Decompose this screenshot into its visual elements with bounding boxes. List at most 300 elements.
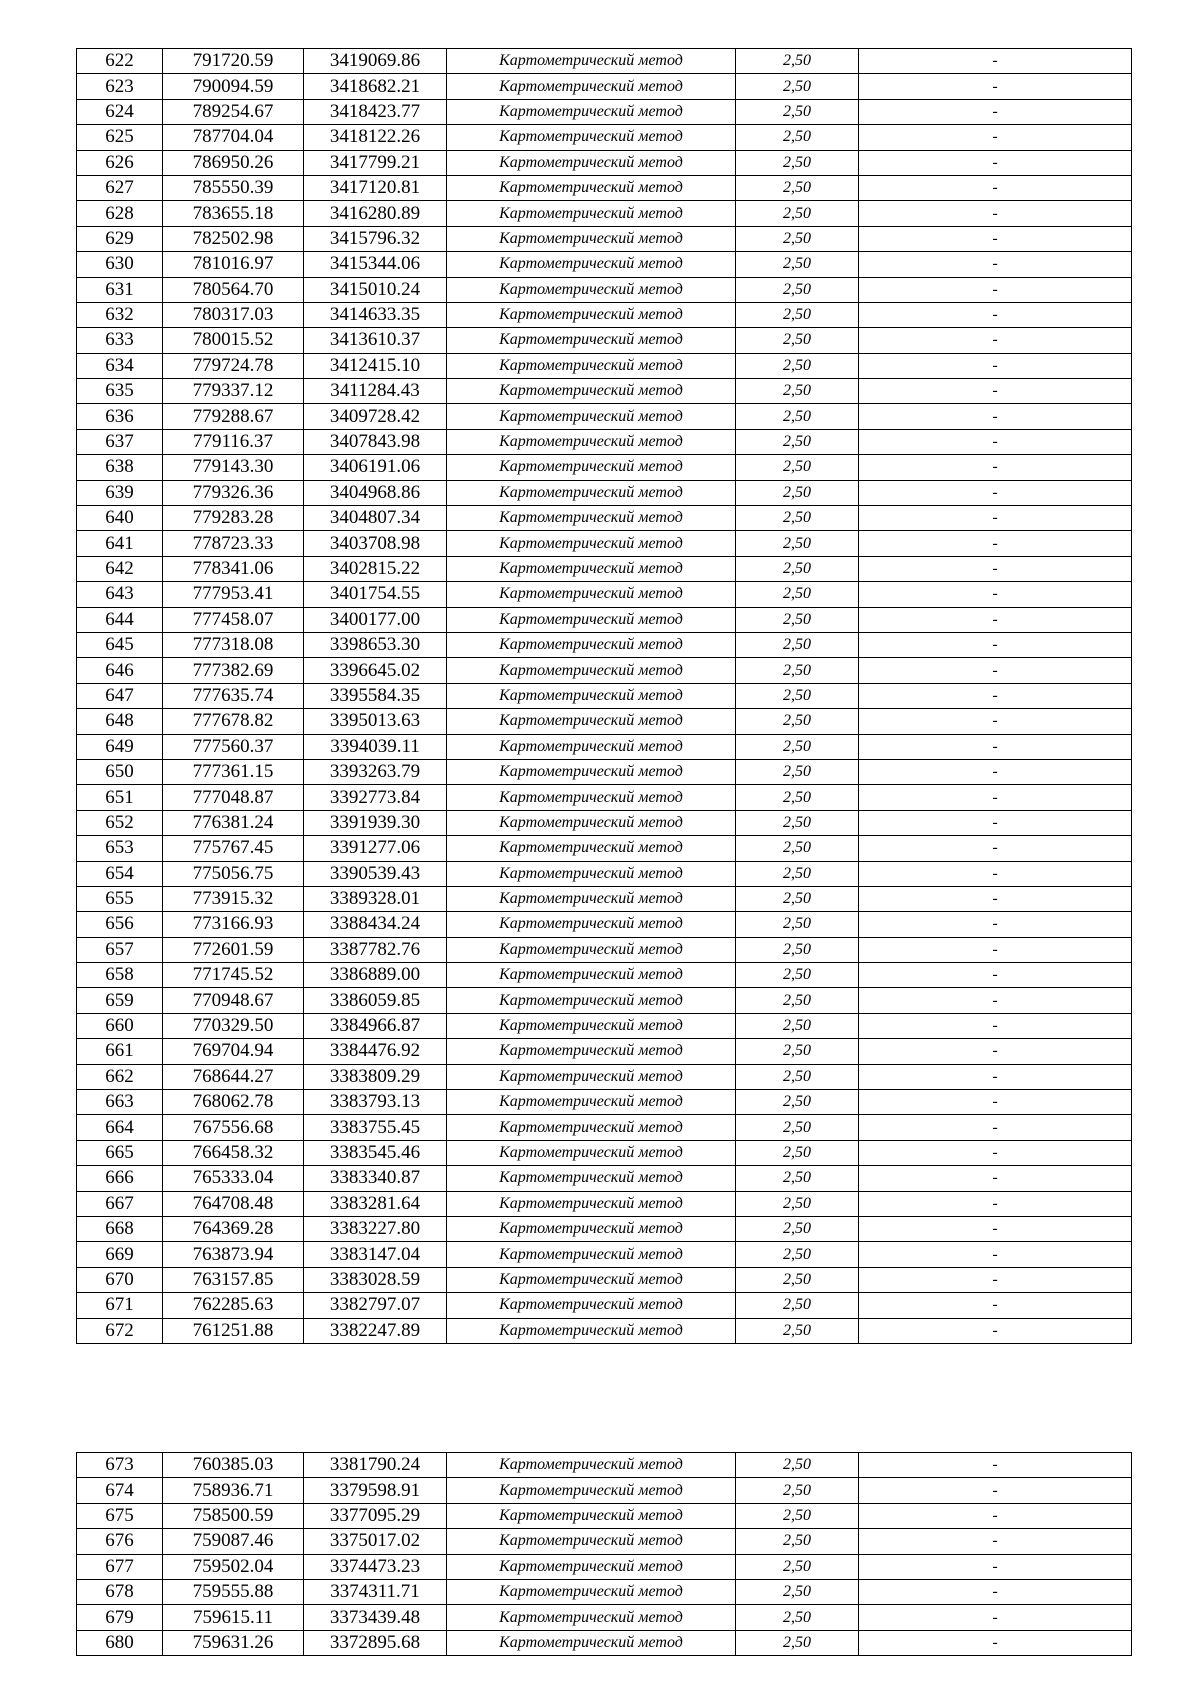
accuracy-cell: 2,50 xyxy=(736,785,859,810)
note-cell: - xyxy=(859,1140,1132,1165)
coordinates-table-1 xyxy=(76,48,1132,1344)
table-row xyxy=(77,480,1132,505)
method-cell: Картометрический метод xyxy=(447,1453,736,1478)
x-coordinate-cell: 779283.28 xyxy=(163,506,304,531)
accuracy-cell: 2,50 xyxy=(736,1115,859,1140)
accuracy-cell: 2,50 xyxy=(736,607,859,632)
table-row xyxy=(77,886,1132,911)
note-cell: - xyxy=(859,480,1132,505)
point-number-cell: 652 xyxy=(77,810,163,835)
table-row xyxy=(77,1529,1132,1554)
point-number-cell: 632 xyxy=(77,302,163,327)
accuracy-cell: 2,50 xyxy=(736,1529,859,1554)
point-number-cell: 623 xyxy=(77,74,163,99)
note-cell: - xyxy=(859,125,1132,150)
x-coordinate-cell: 770329.50 xyxy=(163,1013,304,1038)
table-row xyxy=(77,1605,1132,1630)
point-number-cell: 635 xyxy=(77,379,163,404)
table-row xyxy=(77,277,1132,302)
accuracy-cell: 2,50 xyxy=(736,480,859,505)
point-number-cell: 636 xyxy=(77,404,163,429)
accuracy-cell: 2,50 xyxy=(736,1064,859,1089)
x-coordinate-cell: 767556.68 xyxy=(163,1115,304,1140)
note-cell: - xyxy=(859,99,1132,124)
method-cell: Картометрический метод xyxy=(447,1630,736,1655)
point-number-cell: 642 xyxy=(77,556,163,581)
point-number-cell: 670 xyxy=(77,1267,163,1292)
note-cell: - xyxy=(859,1115,1132,1140)
y-coordinate-cell: 3375017.02 xyxy=(304,1529,447,1554)
note-cell: - xyxy=(859,963,1132,988)
table-row xyxy=(77,912,1132,937)
point-number-cell: 630 xyxy=(77,252,163,277)
method-cell: Картометрический метод xyxy=(447,937,736,962)
y-coordinate-cell: 3418423.77 xyxy=(304,99,447,124)
x-coordinate-cell: 764708.48 xyxy=(163,1191,304,1216)
method-cell: Картометрический метод xyxy=(447,861,736,886)
y-coordinate-cell: 3398653.30 xyxy=(304,632,447,657)
accuracy-cell: 2,50 xyxy=(736,1453,859,1478)
table-row xyxy=(77,709,1132,734)
accuracy-cell: 2,50 xyxy=(736,1630,859,1655)
y-coordinate-cell: 3391939.30 xyxy=(304,810,447,835)
x-coordinate-cell: 785550.39 xyxy=(163,175,304,200)
accuracy-cell: 2,50 xyxy=(736,404,859,429)
point-number-cell: 647 xyxy=(77,683,163,708)
point-number-cell: 641 xyxy=(77,531,163,556)
y-coordinate-cell: 3383793.13 xyxy=(304,1090,447,1115)
point-number-cell: 669 xyxy=(77,1242,163,1267)
note-cell: - xyxy=(859,785,1132,810)
accuracy-cell: 2,50 xyxy=(736,150,859,175)
method-cell: Картометрический метод xyxy=(447,1039,736,1064)
point-number-cell: 671 xyxy=(77,1293,163,1318)
x-coordinate-cell: 777382.69 xyxy=(163,658,304,683)
method-cell: Картометрический метод xyxy=(447,480,736,505)
y-coordinate-cell: 3407843.98 xyxy=(304,429,447,454)
accuracy-cell: 2,50 xyxy=(736,201,859,226)
y-coordinate-cell: 3377095.29 xyxy=(304,1503,447,1528)
note-cell: - xyxy=(859,506,1132,531)
note-cell: - xyxy=(859,988,1132,1013)
y-coordinate-cell: 3384966.87 xyxy=(304,1013,447,1038)
accuracy-cell: 2,50 xyxy=(736,861,859,886)
note-cell: - xyxy=(859,175,1132,200)
accuracy-cell: 2,50 xyxy=(736,810,859,835)
point-number-cell: 662 xyxy=(77,1064,163,1089)
method-cell: Картометрический метод xyxy=(447,49,736,74)
point-number-cell: 665 xyxy=(77,1140,163,1165)
note-cell: - xyxy=(859,759,1132,784)
method-cell: Картометрический метод xyxy=(447,734,736,759)
table-row xyxy=(77,531,1132,556)
accuracy-cell: 2,50 xyxy=(736,734,859,759)
table-row xyxy=(77,404,1132,429)
x-coordinate-cell: 771745.52 xyxy=(163,963,304,988)
y-coordinate-cell: 3383809.29 xyxy=(304,1064,447,1089)
y-coordinate-cell: 3409728.42 xyxy=(304,404,447,429)
x-coordinate-cell: 763157.85 xyxy=(163,1267,304,1292)
y-coordinate-cell: 3390539.43 xyxy=(304,861,447,886)
point-number-cell: 676 xyxy=(77,1529,163,1554)
point-number-cell: 646 xyxy=(77,658,163,683)
note-cell: - xyxy=(859,1013,1132,1038)
table-row xyxy=(77,810,1132,835)
x-coordinate-cell: 768644.27 xyxy=(163,1064,304,1089)
x-coordinate-cell: 766458.32 xyxy=(163,1140,304,1165)
point-number-cell: 626 xyxy=(77,150,163,175)
point-number-cell: 637 xyxy=(77,429,163,454)
x-coordinate-cell: 777318.08 xyxy=(163,632,304,657)
table-row xyxy=(77,1013,1132,1038)
note-cell: - xyxy=(859,429,1132,454)
table-row xyxy=(77,1478,1132,1503)
x-coordinate-cell: 780015.52 xyxy=(163,328,304,353)
y-coordinate-cell: 3416280.89 xyxy=(304,201,447,226)
point-number-cell: 656 xyxy=(77,912,163,937)
y-coordinate-cell: 3414633.35 xyxy=(304,302,447,327)
y-coordinate-cell: 3383227.80 xyxy=(304,1216,447,1241)
note-cell: - xyxy=(859,683,1132,708)
point-number-cell: 660 xyxy=(77,1013,163,1038)
point-number-cell: 659 xyxy=(77,988,163,1013)
x-coordinate-cell: 770948.67 xyxy=(163,988,304,1013)
table-row xyxy=(77,455,1132,480)
x-coordinate-cell: 775056.75 xyxy=(163,861,304,886)
note-cell: - xyxy=(859,201,1132,226)
y-coordinate-cell: 3386059.85 xyxy=(304,988,447,1013)
accuracy-cell: 2,50 xyxy=(736,379,859,404)
y-coordinate-cell: 3374311.71 xyxy=(304,1579,447,1604)
y-coordinate-cell: 3373439.48 xyxy=(304,1605,447,1630)
method-cell: Картометрический метод xyxy=(447,1090,736,1115)
x-coordinate-cell: 764369.28 xyxy=(163,1216,304,1241)
x-coordinate-cell: 778341.06 xyxy=(163,556,304,581)
accuracy-cell: 2,50 xyxy=(736,74,859,99)
table-row xyxy=(77,175,1132,200)
table-row xyxy=(77,1293,1132,1318)
table-row xyxy=(77,836,1132,861)
method-cell: Картометрический метод xyxy=(447,1140,736,1165)
point-number-cell: 628 xyxy=(77,201,163,226)
y-coordinate-cell: 3412415.10 xyxy=(304,353,447,378)
note-cell: - xyxy=(859,861,1132,886)
accuracy-cell: 2,50 xyxy=(736,1554,859,1579)
point-number-cell: 640 xyxy=(77,506,163,531)
x-coordinate-cell: 779143.30 xyxy=(163,455,304,480)
x-coordinate-cell: 758936.71 xyxy=(163,1478,304,1503)
y-coordinate-cell: 3389328.01 xyxy=(304,886,447,911)
note-cell: - xyxy=(859,556,1132,581)
note-cell: - xyxy=(859,1554,1132,1579)
note-cell: - xyxy=(859,937,1132,962)
note-cell: - xyxy=(859,277,1132,302)
table-row xyxy=(77,74,1132,99)
note-cell: - xyxy=(859,836,1132,861)
accuracy-cell: 2,50 xyxy=(736,175,859,200)
note-cell: - xyxy=(859,252,1132,277)
method-cell: Картометрический метод xyxy=(447,1242,736,1267)
note-cell: - xyxy=(859,302,1132,327)
point-number-cell: 648 xyxy=(77,709,163,734)
note-cell: - xyxy=(859,1529,1132,1554)
table-row xyxy=(77,1242,1132,1267)
accuracy-cell: 2,50 xyxy=(736,302,859,327)
method-cell: Картометрический метод xyxy=(447,531,736,556)
table-row xyxy=(77,1140,1132,1165)
method-cell: Картометрический метод xyxy=(447,1267,736,1292)
x-coordinate-cell: 781016.97 xyxy=(163,252,304,277)
accuracy-cell: 2,50 xyxy=(736,429,859,454)
accuracy-cell: 2,50 xyxy=(736,49,859,74)
y-coordinate-cell: 3419069.86 xyxy=(304,49,447,74)
method-cell: Картометрический метод xyxy=(447,1318,736,1343)
y-coordinate-cell: 3391277.06 xyxy=(304,836,447,861)
method-cell: Картометрический метод xyxy=(447,963,736,988)
y-coordinate-cell: 3415010.24 xyxy=(304,277,447,302)
table-row xyxy=(77,328,1132,353)
y-coordinate-cell: 3411284.43 xyxy=(304,379,447,404)
y-coordinate-cell: 3382247.89 xyxy=(304,1318,447,1343)
method-cell: Картометрический метод xyxy=(447,429,736,454)
x-coordinate-cell: 772601.59 xyxy=(163,937,304,962)
x-coordinate-cell: 759631.26 xyxy=(163,1630,304,1655)
accuracy-cell: 2,50 xyxy=(736,658,859,683)
x-coordinate-cell: 779116.37 xyxy=(163,429,304,454)
table-row xyxy=(77,658,1132,683)
table-row xyxy=(77,49,1132,74)
method-cell: Картометрический метод xyxy=(447,886,736,911)
method-cell: Картометрический метод xyxy=(447,226,736,251)
y-coordinate-cell: 3388434.24 xyxy=(304,912,447,937)
method-cell: Картометрический метод xyxy=(447,785,736,810)
point-number-cell: 675 xyxy=(77,1503,163,1528)
table-row xyxy=(77,683,1132,708)
table-row xyxy=(77,252,1132,277)
y-coordinate-cell: 3417799.21 xyxy=(304,150,447,175)
table-row xyxy=(77,607,1132,632)
accuracy-cell: 2,50 xyxy=(736,1478,859,1503)
accuracy-cell: 2,50 xyxy=(736,277,859,302)
table-row xyxy=(77,1630,1132,1655)
point-number-cell: 650 xyxy=(77,759,163,784)
accuracy-cell: 2,50 xyxy=(736,1191,859,1216)
accuracy-cell: 2,50 xyxy=(736,328,859,353)
y-coordinate-cell: 3406191.06 xyxy=(304,455,447,480)
method-cell: Картометрический метод xyxy=(447,683,736,708)
point-number-cell: 649 xyxy=(77,734,163,759)
x-coordinate-cell: 777678.82 xyxy=(163,709,304,734)
point-number-cell: 653 xyxy=(77,836,163,861)
method-cell: Картометрический метод xyxy=(447,353,736,378)
x-coordinate-cell: 775767.45 xyxy=(163,836,304,861)
y-coordinate-cell: 3394039.11 xyxy=(304,734,447,759)
point-number-cell: 631 xyxy=(77,277,163,302)
table-row xyxy=(77,1318,1132,1343)
table-row xyxy=(77,1191,1132,1216)
y-coordinate-cell: 3395584.35 xyxy=(304,683,447,708)
note-cell: - xyxy=(859,1242,1132,1267)
accuracy-cell: 2,50 xyxy=(736,1267,859,1292)
x-coordinate-cell: 777953.41 xyxy=(163,582,304,607)
table-row xyxy=(77,1216,1132,1241)
table-row xyxy=(77,582,1132,607)
x-coordinate-cell: 777048.87 xyxy=(163,785,304,810)
accuracy-cell: 2,50 xyxy=(736,886,859,911)
note-cell: - xyxy=(859,1267,1132,1292)
note-cell: - xyxy=(859,658,1132,683)
table-row xyxy=(77,429,1132,454)
x-coordinate-cell: 759615.11 xyxy=(163,1605,304,1630)
x-coordinate-cell: 759555.88 xyxy=(163,1579,304,1604)
x-coordinate-cell: 763873.94 xyxy=(163,1242,304,1267)
point-number-cell: 666 xyxy=(77,1166,163,1191)
x-coordinate-cell: 777458.07 xyxy=(163,607,304,632)
method-cell: Картометрический метод xyxy=(447,1554,736,1579)
x-coordinate-cell: 783655.18 xyxy=(163,201,304,226)
y-coordinate-cell: 3384476.92 xyxy=(304,1039,447,1064)
accuracy-cell: 2,50 xyxy=(736,1013,859,1038)
note-cell: - xyxy=(859,734,1132,759)
x-coordinate-cell: 786950.26 xyxy=(163,150,304,175)
y-coordinate-cell: 3374473.23 xyxy=(304,1554,447,1579)
accuracy-cell: 2,50 xyxy=(736,1605,859,1630)
x-coordinate-cell: 782502.98 xyxy=(163,226,304,251)
point-number-cell: 654 xyxy=(77,861,163,886)
point-number-cell: 634 xyxy=(77,353,163,378)
point-number-cell: 677 xyxy=(77,1554,163,1579)
point-number-cell: 644 xyxy=(77,607,163,632)
point-number-cell: 679 xyxy=(77,1605,163,1630)
note-cell: - xyxy=(859,328,1132,353)
y-coordinate-cell: 3400177.00 xyxy=(304,607,447,632)
table-row xyxy=(77,1267,1132,1292)
note-cell: - xyxy=(859,404,1132,429)
y-coordinate-cell: 3393263.79 xyxy=(304,759,447,784)
x-coordinate-cell: 779337.12 xyxy=(163,379,304,404)
y-coordinate-cell: 3386889.00 xyxy=(304,963,447,988)
note-cell: - xyxy=(859,1039,1132,1064)
method-cell: Картометрический метод xyxy=(447,302,736,327)
x-coordinate-cell: 773915.32 xyxy=(163,886,304,911)
x-coordinate-cell: 778723.33 xyxy=(163,531,304,556)
y-coordinate-cell: 3413610.37 xyxy=(304,328,447,353)
accuracy-cell: 2,50 xyxy=(736,709,859,734)
note-cell: - xyxy=(859,1216,1132,1241)
accuracy-cell: 2,50 xyxy=(736,759,859,784)
point-number-cell: 680 xyxy=(77,1630,163,1655)
table-row xyxy=(77,937,1132,962)
note-cell: - xyxy=(859,607,1132,632)
table-row xyxy=(77,1064,1132,1089)
y-coordinate-cell: 3417120.81 xyxy=(304,175,447,200)
y-coordinate-cell: 3383545.46 xyxy=(304,1140,447,1165)
coordinates-table-2-body xyxy=(77,1453,1132,1656)
table-row xyxy=(77,1579,1132,1604)
note-cell: - xyxy=(859,1064,1132,1089)
point-number-cell: 627 xyxy=(77,175,163,200)
x-coordinate-cell: 762285.63 xyxy=(163,1293,304,1318)
note-cell: - xyxy=(859,74,1132,99)
table-row xyxy=(77,861,1132,886)
point-number-cell: 664 xyxy=(77,1115,163,1140)
note-cell: - xyxy=(859,150,1132,175)
method-cell: Картометрический метод xyxy=(447,709,736,734)
accuracy-cell: 2,50 xyxy=(736,988,859,1013)
accuracy-cell: 2,50 xyxy=(736,1216,859,1241)
note-cell: - xyxy=(859,1453,1132,1478)
table-row xyxy=(77,988,1132,1013)
method-cell: Картометрический метод xyxy=(447,836,736,861)
method-cell: Картометрический метод xyxy=(447,1478,736,1503)
x-coordinate-cell: 787704.04 xyxy=(163,125,304,150)
accuracy-cell: 2,50 xyxy=(736,1293,859,1318)
table-row xyxy=(77,1453,1132,1478)
method-cell: Картометрический метод xyxy=(447,150,736,175)
point-number-cell: 667 xyxy=(77,1191,163,1216)
note-cell: - xyxy=(859,455,1132,480)
x-coordinate-cell: 765333.04 xyxy=(163,1166,304,1191)
x-coordinate-cell: 759087.46 xyxy=(163,1529,304,1554)
method-cell: Картометрический метод xyxy=(447,506,736,531)
point-number-cell: 633 xyxy=(77,328,163,353)
y-coordinate-cell: 3415344.06 xyxy=(304,252,447,277)
y-coordinate-cell: 3383755.45 xyxy=(304,1115,447,1140)
note-cell: - xyxy=(859,1293,1132,1318)
method-cell: Картометрический метод xyxy=(447,607,736,632)
y-coordinate-cell: 3379598.91 xyxy=(304,1478,447,1503)
note-cell: - xyxy=(859,1191,1132,1216)
note-cell: - xyxy=(859,632,1132,657)
table-row xyxy=(77,379,1132,404)
y-coordinate-cell: 3383147.04 xyxy=(304,1242,447,1267)
method-cell: Картометрический метод xyxy=(447,912,736,937)
table-row xyxy=(77,125,1132,150)
x-coordinate-cell: 769704.94 xyxy=(163,1039,304,1064)
point-number-cell: 639 xyxy=(77,480,163,505)
table-row xyxy=(77,1039,1132,1064)
accuracy-cell: 2,50 xyxy=(736,1140,859,1165)
y-coordinate-cell: 3418122.26 xyxy=(304,125,447,150)
method-cell: Картометрический метод xyxy=(447,74,736,99)
method-cell: Картометрический метод xyxy=(447,455,736,480)
accuracy-cell: 2,50 xyxy=(736,937,859,962)
y-coordinate-cell: 3418682.21 xyxy=(304,74,447,99)
accuracy-cell: 2,50 xyxy=(736,1039,859,1064)
method-cell: Картометрический метод xyxy=(447,201,736,226)
accuracy-cell: 2,50 xyxy=(736,99,859,124)
y-coordinate-cell: 3381790.24 xyxy=(304,1453,447,1478)
x-coordinate-cell: 777560.37 xyxy=(163,734,304,759)
note-cell: - xyxy=(859,226,1132,251)
accuracy-cell: 2,50 xyxy=(736,125,859,150)
method-cell: Картометрический метод xyxy=(447,277,736,302)
accuracy-cell: 2,50 xyxy=(736,1166,859,1191)
accuracy-cell: 2,50 xyxy=(736,1090,859,1115)
y-coordinate-cell: 3395013.63 xyxy=(304,709,447,734)
x-coordinate-cell: 779288.67 xyxy=(163,404,304,429)
accuracy-cell: 2,50 xyxy=(736,683,859,708)
x-coordinate-cell: 791720.59 xyxy=(163,49,304,74)
point-number-cell: 674 xyxy=(77,1478,163,1503)
method-cell: Картометрический метод xyxy=(447,582,736,607)
table-row xyxy=(77,632,1132,657)
accuracy-cell: 2,50 xyxy=(736,1579,859,1604)
x-coordinate-cell: 776381.24 xyxy=(163,810,304,835)
y-coordinate-cell: 3401754.55 xyxy=(304,582,447,607)
accuracy-cell: 2,50 xyxy=(736,252,859,277)
table-row xyxy=(77,150,1132,175)
